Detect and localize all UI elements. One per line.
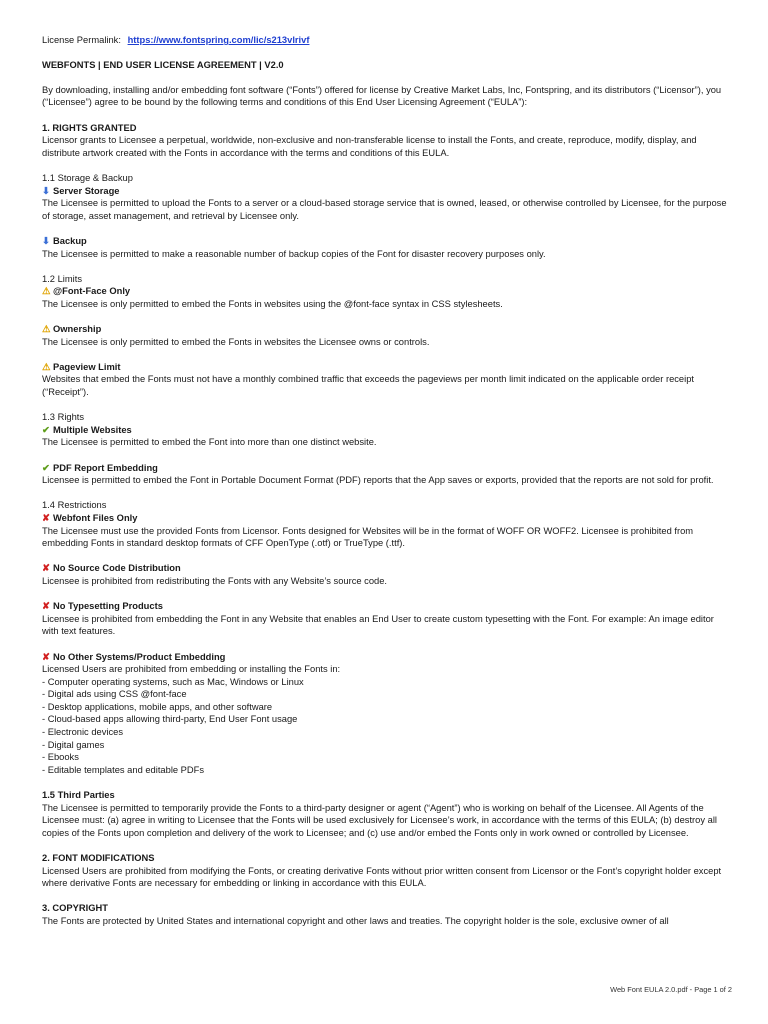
- list-item: - Cloud-based apps allowing third-party, End User Font usage: [42, 714, 298, 725]
- clause-title: [42, 185, 732, 198]
- section-copyright: [42, 902, 732, 927]
- clause-text: Licensee is prohibited from redistributing the Fonts with any Website’s source code.: [42, 575, 388, 586]
- subsection-heading: 1.3 Rights: [42, 412, 85, 423]
- cross-icon: ✘: [42, 601, 50, 612]
- info-icon: ⬇: [42, 235, 50, 246]
- clause-ownership: [42, 323, 732, 348]
- page-footer: Web Font EULA 2.0.pdf - Page 1 of 2: [610, 985, 732, 994]
- subsection-heading: 1.4 Restrictions: [42, 500, 107, 511]
- clause-title: [42, 562, 732, 575]
- list-item: - Editable templates and editable PDFs: [42, 764, 205, 775]
- clause-text: The Licensee is permitted to upload the Fonts to a server or a cloud-based storage service that is owned, leased, or otherwise controlled by Licensee, for the purpose of storage, asset management, and retrieval by Licensee only.: [42, 198, 727, 221]
- intro-paragraph: By downloading, installing and/or embedding font software (“Fonts”) offered for license by Creative Market Labs, Inc, Fontspring, and its distributors (“Licensor”), you (“Licensee”) agree to be bound by the following terms and conditions of this End User Licensing Agreement (“EULA”):: [42, 84, 722, 108]
- clause-pdf-report: [42, 462, 732, 487]
- list-item: - Desktop applications, mobile apps, and other software: [42, 701, 273, 712]
- clause-text: The Licensee is only permitted to embed the Fonts in websites using the @font-face syntax in CSS stylesheets.: [42, 298, 503, 309]
- clause-text: Licensee is prohibited from embedding the Font in any Website that enables an End User to create custom typesetting with the Font. For example: An image editor with text features.: [42, 613, 714, 637]
- clause-title-text: Server Storage: [53, 185, 120, 196]
- clause-title-text: No Other Systems/Product Embedding: [53, 651, 226, 662]
- section-heading: 3. COPYRIGHT: [42, 903, 108, 914]
- clause-text: Licensed Users are prohibited from embedding or installing the Fonts in:: [42, 664, 341, 675]
- clause-text: The Licensee is permitted to embed the Font into more than one distinct website.: [42, 437, 377, 448]
- clause-title-text: No Typesetting Products: [53, 601, 163, 612]
- clause-no-source-code: [42, 562, 732, 587]
- section-text: Licensor grants to Licensee a perpetual, worldwide, non-exclusive and non-transferable license to install the Fonts, and create, reproduce, modify, display, and distribute artwork created with the Fonts in accordance with the terms and conditions of this EULA.: [42, 135, 697, 158]
- clause-title: [42, 600, 732, 613]
- check-icon: ✔: [42, 424, 50, 435]
- permalink-link[interactable]: https://www.fontspring.com/lic/s213vlrivf: [127, 35, 310, 45]
- clause-title-text: Pageview Limit: [53, 361, 121, 372]
- cross-icon: ✘: [42, 512, 50, 523]
- section-heading: 1. RIGHTS GRANTED: [42, 122, 137, 133]
- clause-title: [42, 235, 732, 248]
- warning-icon: ⚠: [42, 361, 51, 372]
- clause-title-text: PDF Report Embedding: [53, 462, 158, 473]
- section-text: Licensed Users are prohibited from modifying the Fonts, or creating derivative Fonts without prior written consent from Licensor or the Font’s copyright holder except where derivative Fonts are necessary for embedding or linking in accordance with this EULA.: [42, 865, 722, 889]
- list-item: - Ebooks: [42, 752, 79, 763]
- section-storage-backup: [42, 172, 732, 222]
- clause-title: [42, 361, 732, 374]
- clause-text: Websites that embed the Fonts must not have a monthly combined traffic that exceeds the pageviews per month limit indicated on the applicable order receipt (“Receipt”).: [42, 374, 695, 398]
- section-heading: 2. FONT MODIFICATIONS: [42, 853, 155, 863]
- clause-text: The Licensee is only permitted to embed the Fonts in websites the Licensee owns or controls.: [42, 336, 430, 347]
- clause-pageview-limit: [42, 361, 732, 399]
- clause-title-text: Ownership: [53, 324, 102, 335]
- permalink-label: License Permalink:: [42, 35, 121, 45]
- subsection-heading: 1.5 Third Parties: [42, 790, 115, 801]
- section-text: The Fonts are protected by United States and international copyright and other laws and treaties. The copyright holder is the sole, exclusive owner of all: [42, 915, 669, 926]
- clause-title: [42, 323, 732, 336]
- clause-title-text: Backup: [53, 235, 87, 246]
- license-permalink: [42, 34, 732, 47]
- subsection-heading: 1.2 Limits: [42, 273, 82, 284]
- list-item: - Electronic devices: [42, 727, 124, 738]
- clause-no-other-systems: [42, 651, 732, 777]
- clause-title: [42, 285, 732, 298]
- section-limits: [42, 273, 732, 311]
- document-title: WEBFONTS | END USER LICENSE AGREEMENT | V2.0: [42, 59, 284, 70]
- section-rights-granted: [42, 122, 732, 160]
- clause-backup: [42, 235, 732, 260]
- section-text: The Licensee is permitted to temporarily provide the Fonts to a third-party designer or agent (“Agent”) who is working on behalf of the Licensee. All Agents of the Licensee must: (a) agree in writing to Licensee that the Fonts will be used exclusively for Licensee’s work, in accordance with the terms of this EULA; (b) destroy all copies of the Fonts upon completion and delivery of the work to Licensee; and (c) use and/or embed the Fonts only in work owned or controlled by Licensee.: [42, 802, 717, 838]
- clause-title: [42, 424, 732, 437]
- clause-text: The Licensee is permitted to make a reasonable number of backup copies of the Font for disaster recovery purposes only.: [42, 248, 546, 259]
- clause-title-text: Multiple Websites: [53, 424, 132, 435]
- clause-title: [42, 462, 732, 475]
- section-third-parties: [42, 789, 732, 839]
- section-restrictions: [42, 499, 732, 549]
- list-item: - Digital games: [42, 739, 105, 750]
- clause-title: [42, 651, 732, 664]
- clause-title-text: @Font-Face Only: [53, 286, 131, 297]
- clause-title: [42, 512, 732, 525]
- cross-icon: ✘: [42, 651, 50, 662]
- warning-icon: ⚠: [42, 324, 51, 335]
- section-font-modifications: [42, 852, 732, 890]
- list-item: - Computer operating systems, such as Mac, Windows or Linux: [42, 676, 304, 687]
- clause-no-typesetting: [42, 600, 732, 638]
- warning-icon: ⚠: [42, 286, 51, 297]
- check-icon: ✔: [42, 462, 50, 473]
- subsection-heading: 1.1 Storage & Backup: [42, 172, 133, 183]
- clause-text: Licensee is permitted to embed the Font in Portable Document Format (PDF) reports that the App saves or exports, provided that the reports are not sold for profit.: [42, 475, 714, 486]
- clause-title-text: Webfont Files Only: [53, 512, 138, 523]
- list-item: - Digital ads using CSS @font-face: [42, 689, 187, 700]
- clause-text: The Licensee must use the provided Fonts from Licensor. Fonts designed for Websites will be in the format of WOFF OR WOFF2. Licensee is prohibited from embedding Fonts in standard desktop formats of CFF OpenType (.otf) or TrueType (.ttf).: [42, 525, 694, 549]
- section-rights: [42, 411, 732, 449]
- info-icon: ⬇: [42, 185, 50, 196]
- clause-title-text: No Source Code Distribution: [53, 563, 181, 574]
- cross-icon: ✘: [42, 563, 50, 574]
- document-body: [42, 34, 732, 940]
